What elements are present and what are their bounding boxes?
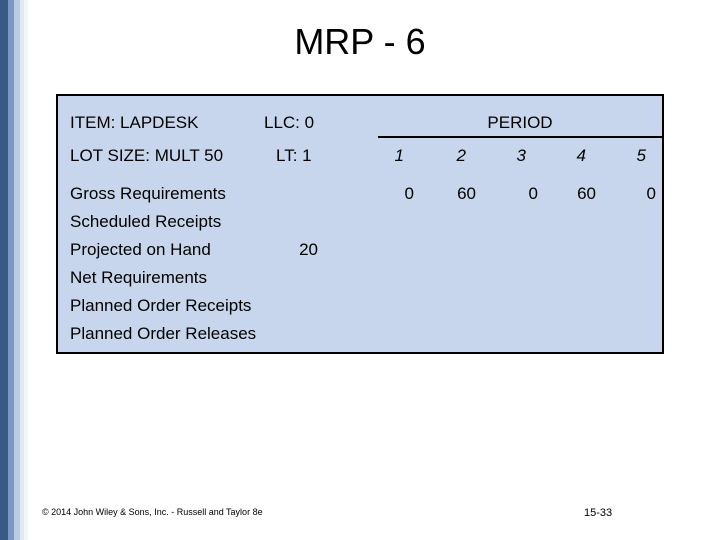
item-label: ITEM: LAPDESK bbox=[70, 113, 199, 132]
page-number: 15-33 bbox=[584, 507, 613, 519]
gross-value-period-3: 0 bbox=[528, 184, 538, 203]
gross-value-period-2: 60 bbox=[457, 184, 476, 203]
gross-value-period-5: 0 bbox=[646, 184, 656, 203]
decor-stripe bbox=[0, 0, 8, 540]
row-label-planned-order-receipts: Planned Order Receipts bbox=[70, 296, 252, 315]
row-label-projected-on-hand: Projected on Hand bbox=[70, 240, 211, 259]
lead-time-label: LT: 1 bbox=[276, 146, 312, 165]
slide-title: MRP - 6 bbox=[294, 21, 426, 62]
lot-size-label: LOT SIZE: MULT 50 bbox=[70, 146, 224, 165]
gross-value-period-4: 60 bbox=[577, 184, 596, 203]
period-header-rule bbox=[378, 136, 662, 138]
copyright-footer: © 2014 John Wiley & Sons, Inc. - Russell and Taylor 8e bbox=[42, 507, 263, 517]
period-1: 1 bbox=[394, 146, 404, 165]
period-3: 3 bbox=[516, 146, 526, 165]
llc-label: LLC: 0 bbox=[264, 113, 315, 132]
decor-stripe bbox=[24, 0, 28, 540]
row-label-planned-order-releases: Planned Order Releases bbox=[70, 324, 257, 343]
initial-on-hand-value: 20 bbox=[299, 240, 318, 259]
period-header: PERIOD bbox=[487, 113, 553, 132]
gross-value-period-1: 0 bbox=[404, 184, 414, 203]
row-label-net-requirements: Net Requirements bbox=[70, 268, 208, 287]
period-4: 4 bbox=[576, 146, 586, 165]
period-5: 5 bbox=[636, 146, 646, 165]
period-2: 2 bbox=[456, 146, 466, 165]
row-label-scheduled-receipts: Scheduled Receipts bbox=[70, 212, 222, 231]
row-label-gross-requirements: Gross Requirements bbox=[70, 184, 226, 203]
